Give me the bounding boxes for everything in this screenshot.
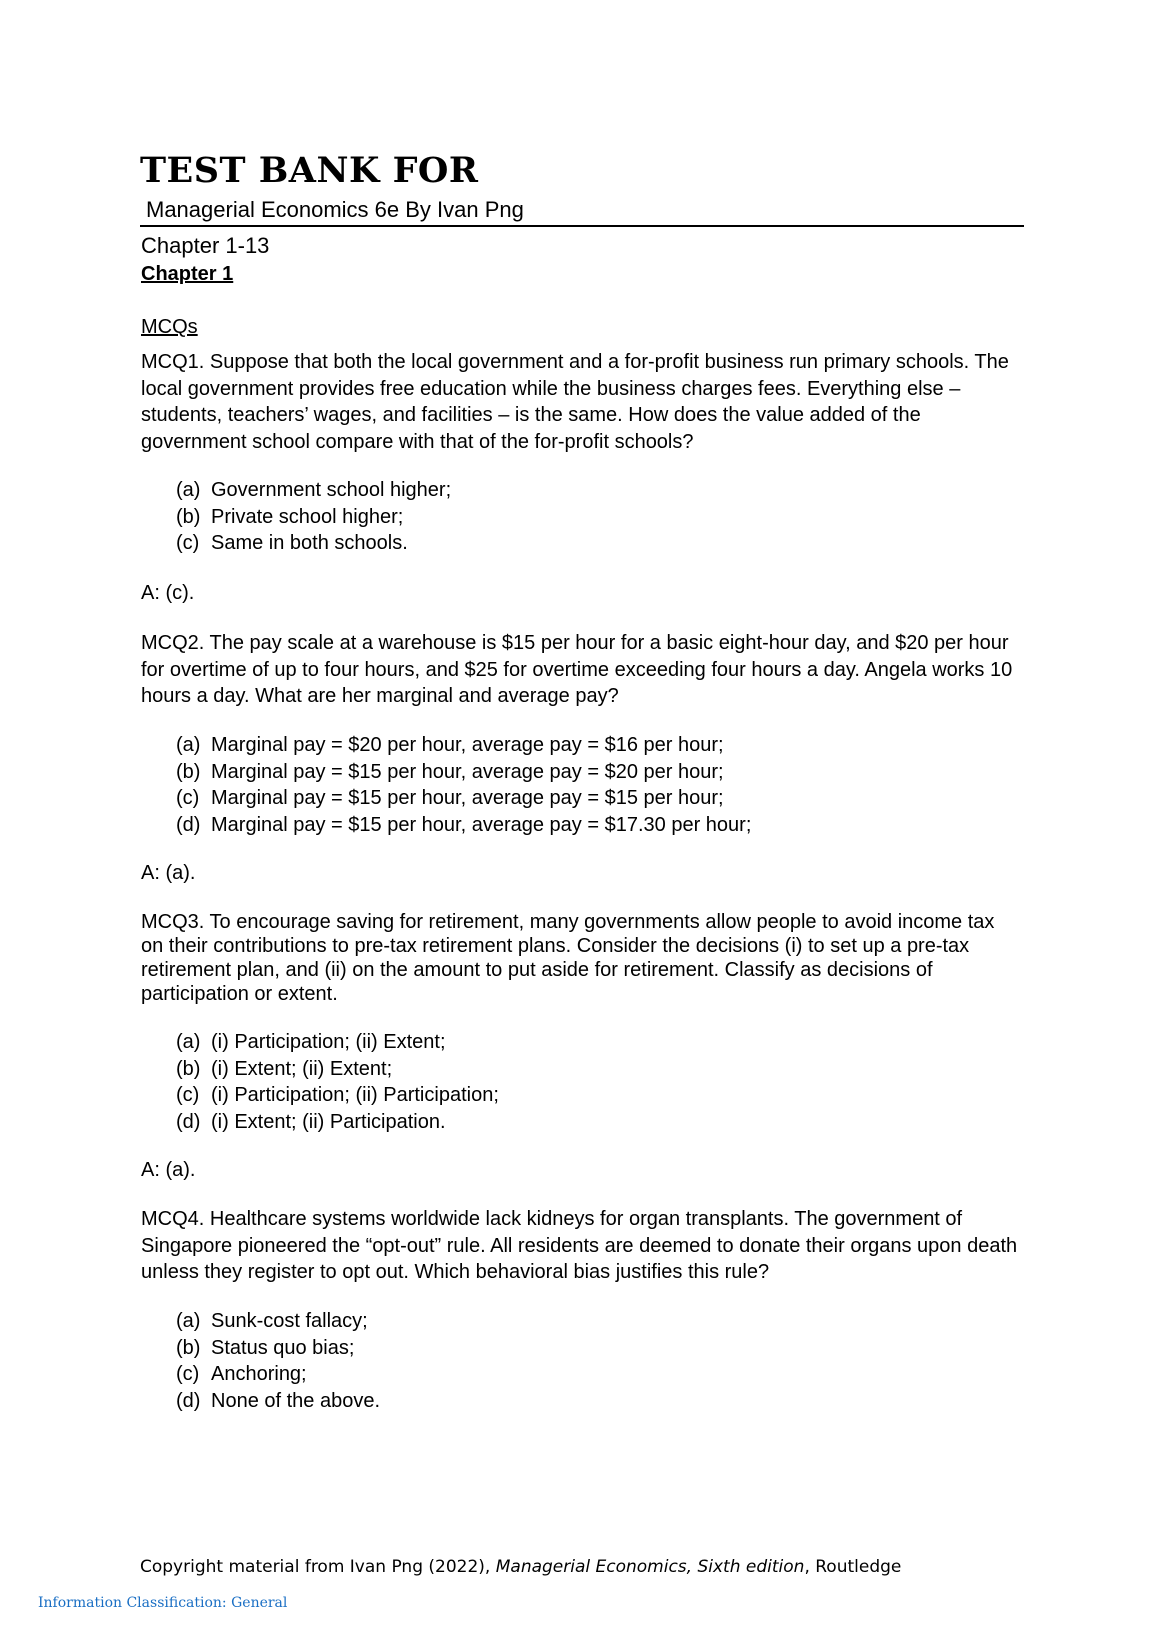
- option: (a) Sunk-cost fallacy;: [176, 1310, 368, 1332]
- question-4-text: MCQ4. Healthcare systems worldwide lack kidneys for organ transplants. The government of Singapore pioneered the “opt-out” rule. All residents are deemed to donate their organs upon death unless they register to opt out. Which behavioral bias justifies this rule?: [141, 1208, 1018, 1283]
- question-1-answer: A: (c).: [141, 582, 195, 604]
- option: (c) Same in both schools.: [176, 532, 408, 554]
- chapter-heading: Chapter 1: [141, 263, 234, 285]
- option: (c) Anchoring;: [176, 1363, 307, 1385]
- option: (c) (i) Participation; (ii) Participation;: [176, 1084, 499, 1106]
- question-3-text: MCQ3. To encourage saving for retirement, many governments allow people to avoid income tax on their contributions to pre-tax retirement plans. Consider the decisions (i) to set up a pre-tax retirement plan, and (ii) on the amount to put aside for retirement. Classify as decisions of participation or extent.: [141, 911, 995, 1005]
- book-title: Managerial Economics, Sixth edition: [495, 1557, 805, 1577]
- question-2-text: MCQ2. The pay scale at a warehouse is $15 per hour for a basic eight-hour day, and $20 per hour for overtime of up to four hours, and $25 for overtime exceeding four hours a day. Angela works 10 hours a day. What are her marginal and average pay?: [141, 632, 1013, 707]
- question-1-options: [176, 477, 451, 557]
- question-4-options: [176, 1308, 380, 1414]
- question-2-answer: A: (a).: [141, 862, 196, 884]
- document-subtitle: Managerial Economics 6e By Ivan Png: [140, 195, 1024, 227]
- question-3-answer: A: (a).: [141, 1159, 196, 1181]
- copyright-footer: Copyright material from Ivan Png (2022), Managerial Economics, Sixth edition, Routledge: [140, 1557, 902, 1577]
- information-classification: Information Classification: General: [38, 1595, 288, 1611]
- option: (b) (i) Extent; (ii) Extent;: [176, 1057, 393, 1080]
- option: (c) Marginal pay = $15 per hour, average pay = $15 per hour;: [176, 787, 724, 809]
- option: (b) Marginal pay = $15 per hour, average pay = $20 per hour;: [176, 760, 724, 783]
- option: (a) Marginal pay = $20 per hour, average pay = $16 per hour;: [176, 734, 724, 756]
- question-2-options: [176, 732, 751, 838]
- option: (b) Private school higher;: [176, 505, 404, 528]
- document-title: TEST BANK FOR: [140, 150, 479, 191]
- option: (a) Government school higher;: [176, 479, 452, 501]
- section-heading: MCQs: [141, 316, 198, 338]
- option: (d) None of the above.: [176, 1389, 381, 1412]
- option: (b) Status quo bias;: [176, 1336, 355, 1359]
- question-1-text: MCQ1. Suppose that both the local government and a for-profit business run primary schools. The local government provides free education while the business charges fees. Everything else – students, teachers’ wages, and facilities – is the same. How does the value added of the government school compare with that of the for-profit schools?: [141, 351, 1009, 453]
- option: (d) (i) Extent; (ii) Participation.: [176, 1110, 446, 1133]
- option: (a) (i) Participation; (ii) Extent;: [176, 1031, 446, 1053]
- question-3-options: [176, 1029, 499, 1135]
- option: (d) Marginal pay = $15 per hour, average pay = $17.30 per hour;: [176, 813, 752, 836]
- chapter-range: Chapter 1-13: [141, 233, 270, 258]
